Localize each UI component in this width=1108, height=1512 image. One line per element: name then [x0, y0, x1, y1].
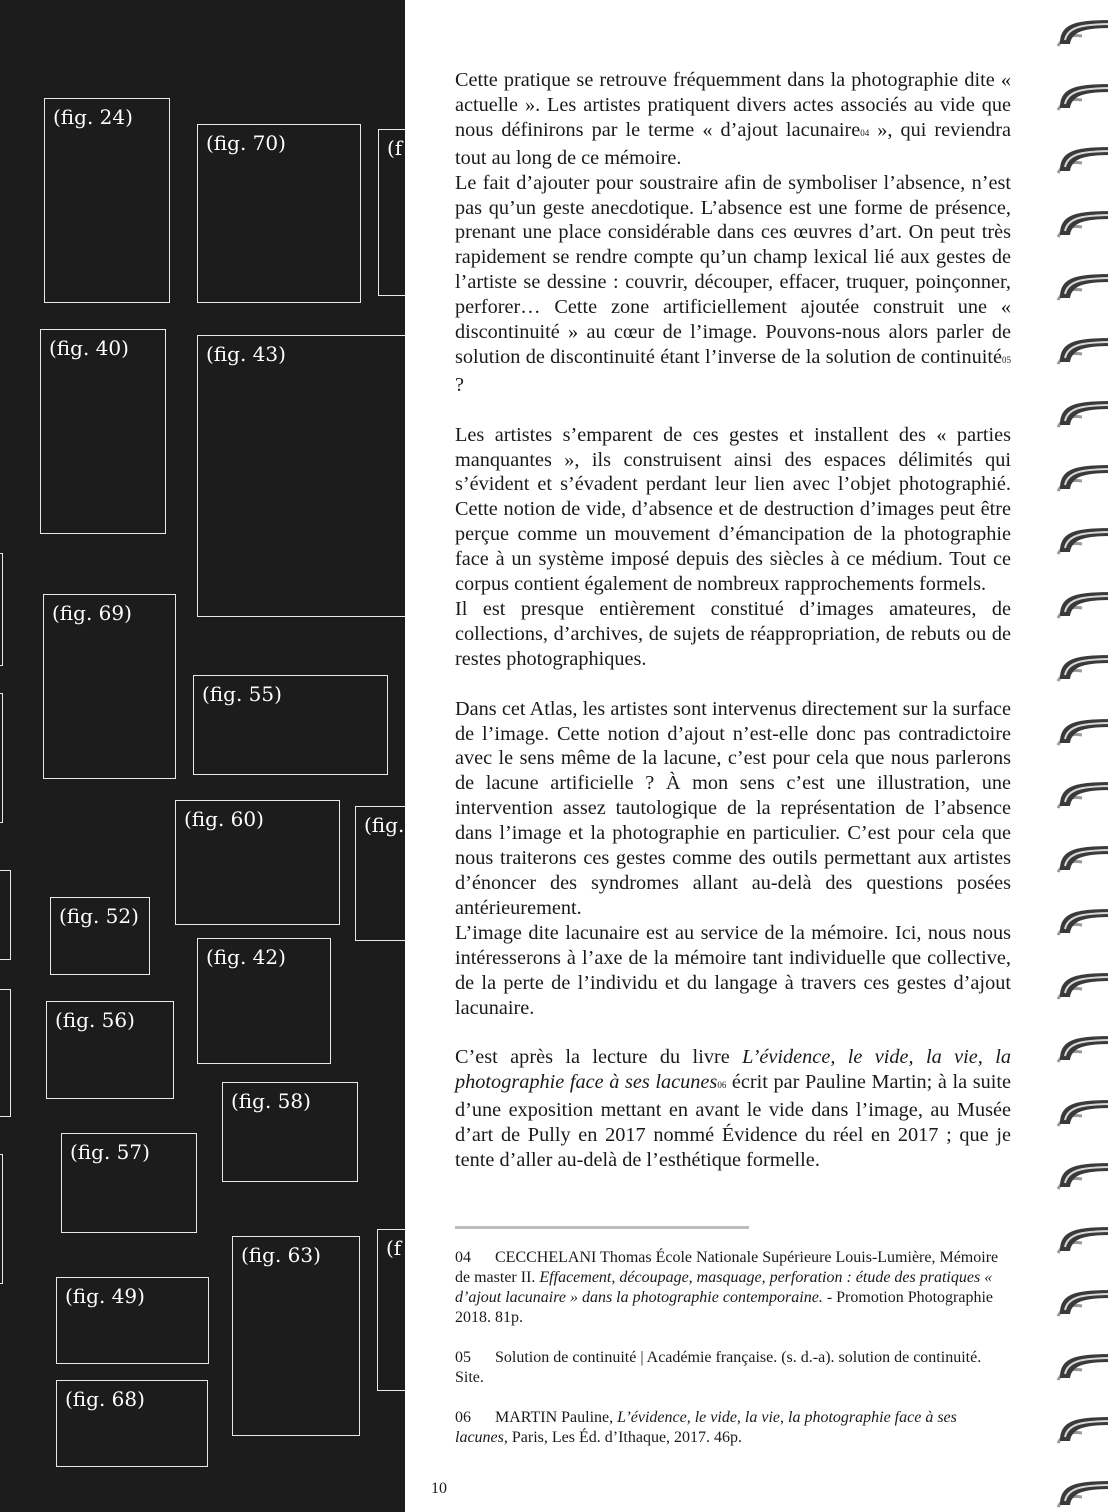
figure-label: (fig. 42): [206, 945, 286, 969]
figure-frame: [46, 1001, 174, 1099]
paragraph: Dans cet Atlas, les artistes sont intervenus directement sur la surface de l’image. Cette notion d’ajout n’est-elle donc pas contradictoire avec le sens même de la lacune, c’est pour cela que nous parlerons de lacune artificielle ? À mon sens c’est une illustration, une intervention assez tautologique de la représentation de l’absence dans l’image et la photographie en particulier. C’est pour cela que nous traiterons ces gestes comme des outils permettant aux artistes d’énoncer des syndromes allant au-delà des questions posées antérieurement.: [455, 697, 1011, 919]
text-run: écrit par Pauline Martin; à la suite d’une exposition mettant en avant le vide dans l’image, au Musée d’art de Pully en 2017 nommé Évidence du réel en 2017 ; que je tente d’aller au-delà de l’esthétique formelle.: [455, 1071, 1012, 1171]
paragraph-gap: [455, 1020, 1011, 1045]
binding-coil: [1056, 332, 1108, 366]
body-text: [455, 68, 1011, 1173]
text-run: - Promotion Photographie 2018. 81p.: [455, 1289, 994, 1326]
figure-label: (fig. 63): [241, 1243, 321, 1267]
note-ref: 04: [860, 127, 870, 138]
text-run: », qui reviendra tout au long de ce mémoire.: [455, 118, 1011, 169]
footnote-separator: [455, 1226, 749, 1229]
text-run: C’est après la lecture du livre: [455, 1046, 743, 1069]
figure-label: (fig. 58): [231, 1089, 311, 1113]
binding-coil: [1056, 1221, 1108, 1255]
book-title: L’évidence, le vide, la vie, la photographie face à ses lacunes: [455, 1046, 1012, 1094]
binding-coil: [1056, 141, 1108, 175]
figure-frame: [378, 129, 405, 296]
figure-frame: [0, 989, 11, 1117]
figure-frame: [197, 124, 361, 303]
figure-frame: [40, 329, 166, 534]
binding-coil: [1056, 459, 1108, 493]
figure-label: (fig. 69): [52, 601, 132, 625]
footnote-number: 06: [455, 1409, 471, 1426]
figure-frame: [50, 897, 150, 975]
text-run: , Paris, Les Éd. d’Ithaque, 2017. 46p.: [503, 1429, 743, 1446]
figure-label: (f: [386, 1236, 402, 1260]
text-page: [405, 0, 1108, 1512]
paragraph: [455, 1045, 1011, 1173]
paragraph: [455, 68, 1011, 171]
binding-coil: [1056, 268, 1108, 302]
footnote: [455, 1408, 1011, 1448]
figure-frame: [232, 1236, 360, 1436]
figure-label: (fig. 57): [70, 1140, 150, 1164]
binding-coil: [1056, 776, 1108, 810]
figure-label: (fig. 56): [55, 1008, 135, 1032]
binding-coil: [1056, 1284, 1108, 1318]
figure-label: (fig.: [364, 813, 405, 837]
figure-label: (f: [387, 136, 403, 160]
figure-collage-panel: [0, 0, 405, 1512]
figure-label: (fig. 70): [206, 131, 286, 155]
binding-coil: [1056, 713, 1108, 747]
figure-frame: [56, 1277, 209, 1364]
binding-coil: [1056, 840, 1108, 874]
text-run-italic: Effacement, découpage, masquage, perforation : étude des pratiques « d’ajout lacunaire » dans la photographie contemporaine.: [455, 1269, 993, 1306]
figure-frame: [197, 335, 405, 617]
figure-frame: [0, 870, 11, 960]
figure-label: (fig. 55): [202, 682, 282, 706]
paragraph: Les artistes s’emparent de ces gestes et installent des « parties manquantes », ils construisent ainsi des espaces délimités qui s’évident et s’évadent perdant leur lien avec l’objet photographié. Cette notion de vide, d’absence et de destruction d’images peut être perçue comme un mouvement d’émancipation de la photographie face à un système imposé depuis des siècles à ce médium. Tout ce corpus contient également de nombreux rapprochements formels.: [455, 423, 1011, 596]
figure-frame: [377, 1229, 405, 1391]
text-run: Solution de continuité | Académie française. (s. d.-a). solution de continuité. Site.: [455, 1349, 982, 1386]
page-number: 10: [431, 1480, 447, 1497]
binding-coil: [1056, 1411, 1108, 1445]
figure-frame: [197, 938, 331, 1064]
footnotes: [455, 1248, 1011, 1468]
text-run: Cette pratique se retrouve fréquemment dans la photographie dite « actuelle ». Les artistes pratiquent divers actes associés au vide que nous définirons par le terme « d’ajout lacunaire: [455, 69, 1011, 141]
footnote-number: 05: [455, 1349, 471, 1366]
figure-label: (fig. 49): [65, 1284, 145, 1308]
binding-coil: [1056, 649, 1108, 683]
text-run: ?: [455, 373, 465, 396]
binding-coil: [1056, 14, 1108, 48]
paragraph: [455, 171, 1011, 398]
binding-coil: [1056, 903, 1108, 937]
figure-frame: [56, 1380, 208, 1467]
figure-label: (fig. 43): [206, 342, 286, 366]
binding-coil: [1056, 1030, 1108, 1064]
footnote: [455, 1348, 1011, 1388]
paragraph-gap: [455, 398, 1011, 423]
figure-frame: [61, 1133, 197, 1233]
binding-coil: [1056, 1094, 1108, 1128]
binding-coil: [1056, 78, 1108, 112]
footnote-number: 04: [455, 1249, 471, 1266]
figure-frame: [222, 1082, 358, 1182]
text-run: CECCHELANI Thomas École Nationale Supérieure Louis-Lumière, Mémoire de master II.: [455, 1249, 999, 1286]
binding-coil: [1056, 967, 1108, 1001]
paragraph-gap: [455, 672, 1011, 697]
binding-coil: [1056, 586, 1108, 620]
text-run: MARTIN Pauline,: [495, 1409, 618, 1426]
paragraph: Il est presque entièrement constitué d’images amateures, de collections, d’archives, de sujets de réappropriation, de rebuts ou de restes photographiques.: [455, 598, 1011, 670]
binding-coil: [1056, 1475, 1108, 1509]
figure-frame: [0, 553, 3, 666]
text-run: Le fait d’ajouter pour soustraire afin de symboliser l’absence, n’est pas qu’un geste anecdotique. L’absence est une forme de présence, prenant une place considérable dans ces œuvres d’art. On peut très rapidement se rendre compte qu’un champ lexical lié aux gestes de l’artiste se dessine : couvrir, découper, effacer, truquer, poinçonner, perforer… Cette zone artificiellement ajoutée construit une « discontinuité » au cœur de l’image. Pouvons-nous alors parler de solution de discontinuité étant l’inverse de la solution de continuité: [455, 171, 1011, 368]
figure-frame: [193, 675, 388, 775]
binding-coil: [1056, 522, 1108, 556]
binding-coil: [1056, 205, 1108, 239]
figure-label: (fig. 68): [65, 1387, 145, 1411]
binding-coil: [1056, 1157, 1108, 1191]
text-run-italic: L’évidence, le vide, la vie, la photographie face à ses lacunes: [455, 1409, 957, 1446]
binding-coil: [1056, 395, 1108, 429]
note-ref: 06: [717, 1080, 727, 1091]
figure-frame: [355, 806, 405, 941]
figure-label: (fig. 24): [53, 105, 133, 129]
figure-frame: [0, 693, 3, 823]
figure-frame: [175, 800, 340, 925]
footnote: [455, 1248, 1011, 1328]
figure-label: (fig. 52): [59, 904, 139, 928]
figure-frame: [44, 98, 170, 303]
figure-label: (fig. 40): [49, 336, 129, 360]
binding-coil: [1056, 1348, 1108, 1382]
note-ref: 05: [1002, 354, 1011, 365]
figure-label: (fig. 60): [184, 807, 264, 831]
paragraph: L’image dite lacunaire est au service de la mémoire. Ici, nous nous intéresserons à l’axe de la mémoire tant individuelle que collective, de la perte de l’individu et du langage à travers ces gestes d’ajout lacunaire.: [455, 921, 1011, 1019]
figure-frame: [43, 594, 176, 779]
figure-frame: [0, 1154, 3, 1284]
